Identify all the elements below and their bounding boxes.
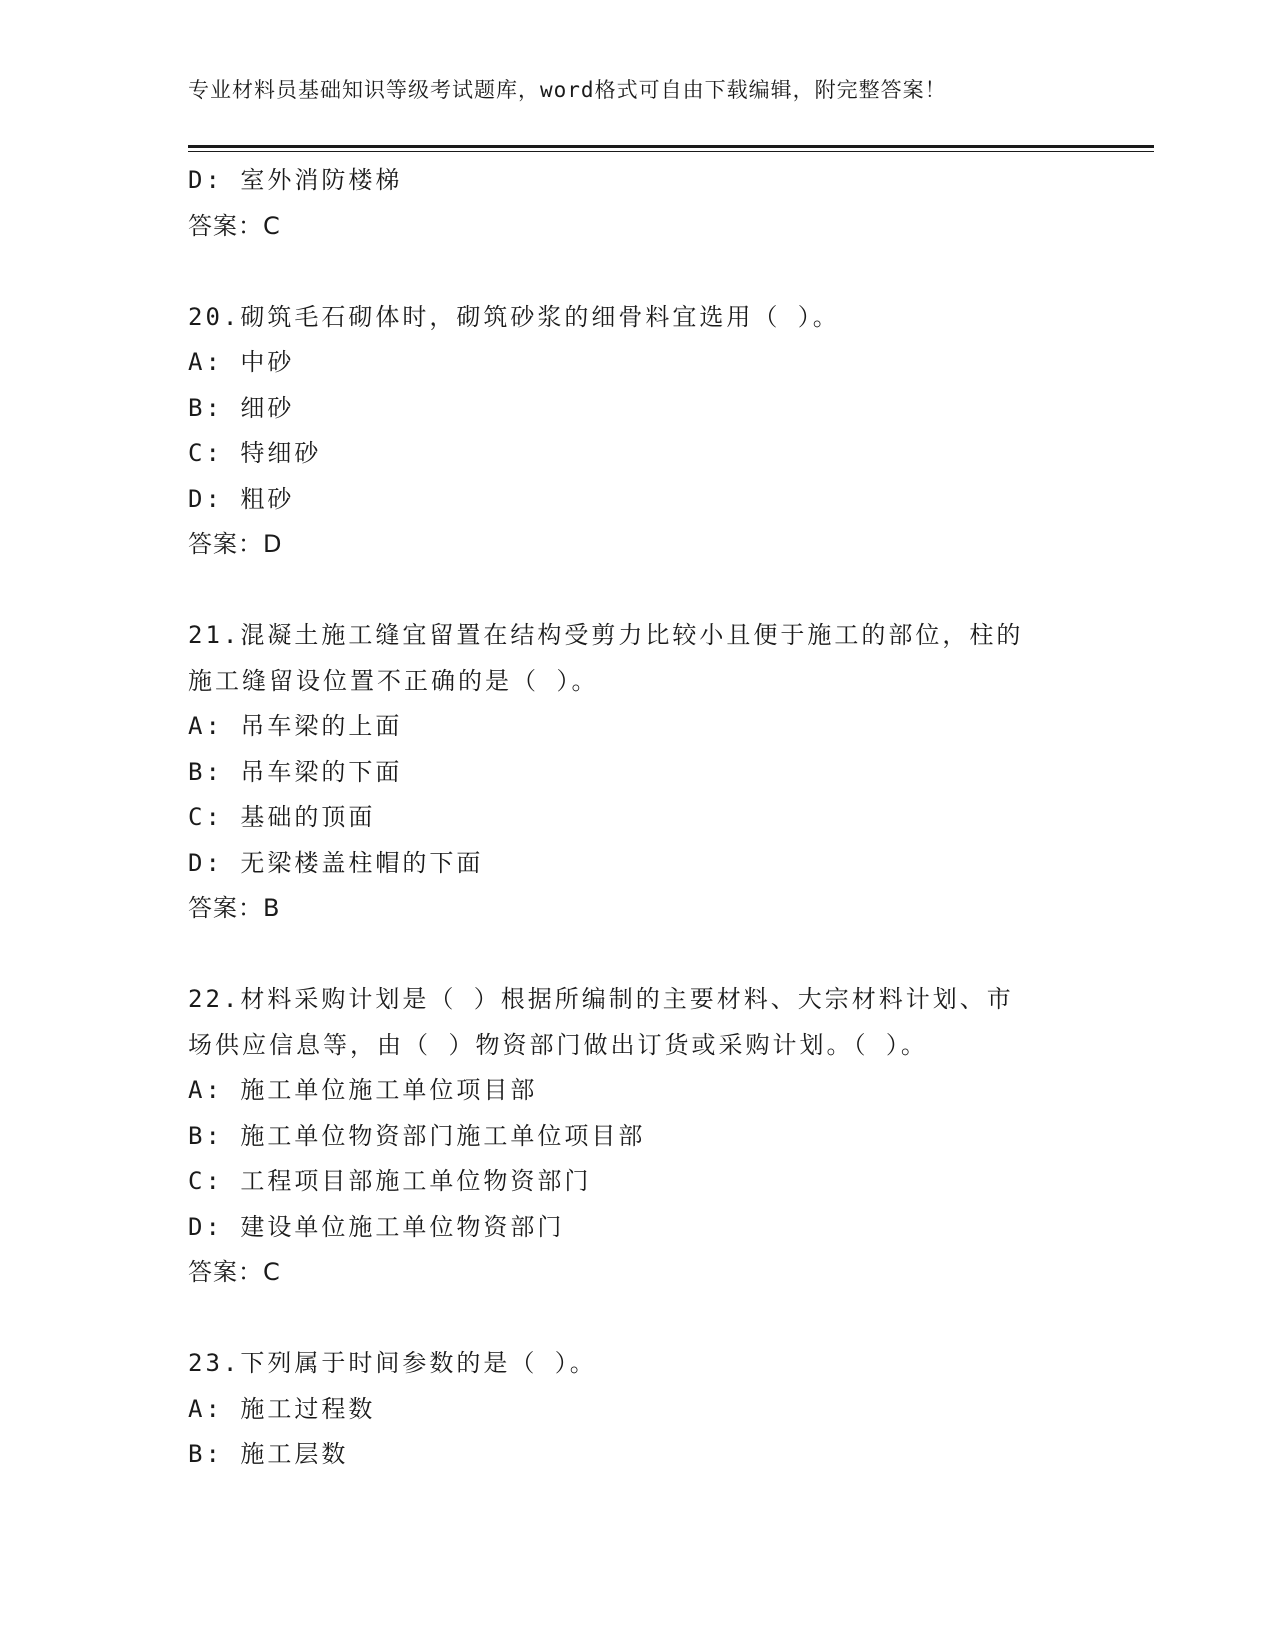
question-stem: 22.材料采购计划是（ ）根据所编制的主要材料、大宗材料计划、市: [188, 985, 1014, 1013]
option-a: A: 中砂: [188, 348, 295, 376]
answer: 答案：D: [188, 530, 283, 558]
option-c: C: 特细砂: [188, 439, 322, 467]
question-20: [188, 295, 1088, 568]
option-b: B: 施工单位物资部门施工单位项目部: [188, 1121, 646, 1150]
option-c: C: 工程项目部施工单位物资部门: [188, 1167, 592, 1195]
question-22: [188, 977, 1088, 1296]
option-a: A: 吊车梁的上面: [188, 712, 403, 740]
header-rule-thin: [188, 151, 1154, 152]
option-d: D: 粗砂: [188, 484, 295, 513]
option-d: D: 室外消防楼梯: [188, 166, 403, 194]
spacer: [188, 1296, 1088, 1342]
answer: 答案：C: [188, 1258, 281, 1286]
question-stem-continued: 施工缝留设位置不正确的是（ ）。: [188, 666, 599, 695]
document-body: [188, 158, 1088, 1478]
option-d: D: 无梁楼盖柱帽的下面: [188, 848, 484, 877]
header-rule-thick: [188, 145, 1154, 148]
question-stem: 23.下列属于时间参数的是（ ）。: [188, 1349, 597, 1377]
option-b: B: 吊车梁的下面: [188, 757, 403, 786]
spacer: [188, 249, 1088, 295]
question-stem: 21.混凝土施工缝宜留置在结构受剪力比较小且便于施工的部位，柱的: [188, 621, 1024, 649]
option-b: B: 细砂: [188, 393, 295, 422]
question-stem: 20.砌筑毛石砌体时，砌筑砂浆的细骨料宜选用（ ）。: [188, 302, 840, 331]
question-23: [188, 1341, 1088, 1478]
answer: 答案：B: [188, 894, 281, 922]
option-a: A: 施工单位施工单位项目部: [188, 1076, 538, 1104]
option-c: C: 基础的顶面: [188, 803, 376, 831]
spacer: [188, 568, 1088, 614]
answer: 答案：C: [188, 211, 281, 240]
question-stem-continued: 场供应信息等，由（ ）物资部门做出订货或采购计划。（ ）。: [188, 1030, 928, 1059]
page-header: 专业材料员基础知识等级考试题库，word格式可自由下载编辑，附完整答案！: [188, 78, 947, 102]
option-b: B: 施工层数: [188, 1440, 349, 1468]
option-d: D: 建设单位施工单位物资部门: [188, 1212, 565, 1241]
option-a: A: 施工过程数: [188, 1394, 376, 1423]
question-21: [188, 613, 1088, 932]
spacer: [188, 932, 1088, 978]
